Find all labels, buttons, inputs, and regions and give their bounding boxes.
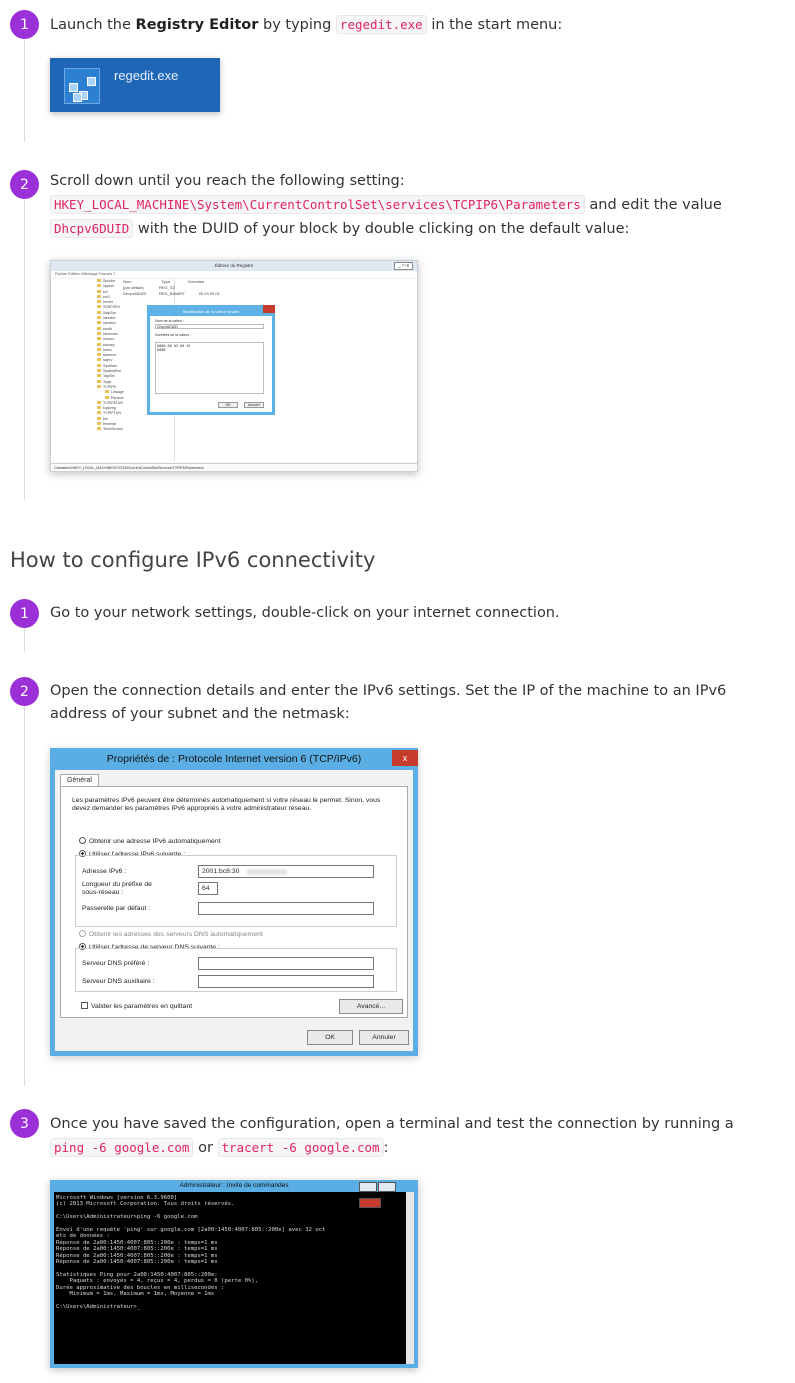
tree-item: sppsvc — [55, 284, 174, 289]
tree-item: TermService — [55, 427, 174, 432]
step-text-part: in the start menu: — [426, 17, 563, 33]
prefix-label — [82, 881, 152, 897]
dns1-label: Serveur DNS préféré : — [82, 960, 150, 967]
step-text-part: with the DUID of your block by double clicking on the default value: — [133, 221, 630, 237]
checkbox-icon — [81, 1002, 88, 1009]
tree-item: SSDPSRV — [55, 305, 174, 310]
scrollbar — [406, 1192, 414, 1364]
window-controls: _ □ x — [394, 262, 413, 270]
step-text-bold: Registry Editor — [135, 17, 259, 33]
tree-item: storvsp — [55, 343, 174, 348]
cancel-button: Annuler — [244, 402, 264, 408]
tab-general: Général — [60, 774, 99, 786]
step-number-badge: 2 — [10, 170, 39, 199]
inline-code: tracert -6 google.com — [218, 1138, 384, 1157]
ip-input — [198, 865, 374, 878]
prefix-label-line: Longueur du préfixe de — [82, 881, 152, 888]
radio-label: Obtenir une adresse IPv6 automatiquement — [89, 838, 221, 845]
col-data: Données — [188, 279, 205, 284]
dns2-input — [198, 975, 374, 988]
tree-item: srvnet — [55, 300, 174, 305]
inline-code: Dhcpv6DUID — [50, 219, 133, 238]
terminal-output: Microsoft Windows [version 6.3.9600] (c) 2013 Microsoft Corporation. Tous droits réservés. C:\Users\Administrateur>ping -6 google.com Envoi d'une requête 'ping' sur google.com [2a00:1450:4007:805::200e] avec 32 oct ets de données : Réponse de 2a00:1450:4007:805::200e : temps=1 ms Réponse de 2a00:1450:4007:805::200e : temps=1 ms Réponse de 2a00:1450:4007:805::200e : temps=1 ms Réponse de 2a00:1450:4007:805::200e : temps=1 ms Statistiques Ping pour 2a00:1450:4007:805::200e: Paquets : envoyés = 4, reçus = 4, perdus = 0 (perte 0%), Durée approximative des boucles en millisecondes : Minimum = 1ms, Maximum = 1ms, Moyenne = 1ms C:\Users\Administrateur>_ — [56, 1195, 326, 1310]
prefix-input: 64 — [198, 882, 218, 895]
close-icon — [263, 305, 275, 313]
tree-item: stexstor — [55, 316, 174, 321]
tree-item: swprv — [55, 358, 174, 363]
tree-item: SysMain — [55, 364, 174, 369]
inline-code: HKEY_LOCAL_MACHINE\System\CurrentControlSet\services\TCPIP6\Parameters — [50, 195, 585, 214]
cancel-button: Annuler — [359, 1030, 409, 1045]
ok-button: OK — [307, 1030, 353, 1045]
checkbox-label: Valider les paramètres en quittant — [91, 1003, 193, 1010]
value-name-field: Dhcpv6DUID — [155, 324, 264, 329]
tree-item: TCPIPTUN — [55, 411, 174, 416]
col-name: Nom — [123, 279, 132, 284]
tree-item: storflt — [55, 327, 174, 332]
window-controls — [358, 1180, 418, 1191]
tree-item: TCPIP6 — [55, 385, 174, 390]
values-list — [123, 279, 220, 296]
minimize-icon — [359, 1182, 377, 1192]
ipv6-properties-dialog — [50, 748, 418, 1056]
validate-checkbox — [81, 1002, 192, 1011]
step-rail — [24, 706, 25, 1086]
hex-line: 0008 — [157, 348, 166, 352]
edit-binary-dialog — [147, 305, 275, 415]
step-text — [50, 13, 780, 37]
status-bar: Ordinateur\HKEY_LOCAL_MACHINE\SYSTEM\CurrentControlSet\Services\TCPIP6\Parameters — [51, 463, 417, 471]
ip-group — [75, 855, 397, 927]
step-rail — [24, 40, 25, 142]
registry-icon — [64, 68, 100, 104]
inline-code: regedit.exe — [336, 15, 427, 34]
close-icon: x — [392, 750, 418, 766]
col-type: Type — [161, 279, 171, 284]
section-heading: How to configure IPv6 connectivity — [10, 548, 376, 572]
gateway-label: Passerelle par défaut : — [82, 905, 151, 912]
radio-label: Utiliser l'adresse de serveur DNS suivante : — [89, 944, 220, 951]
value-type: REG_SZ — [159, 285, 176, 290]
step-number-badge: 1 — [10, 599, 39, 628]
step-text-part: Launch the — [50, 17, 136, 33]
tree-item: swenum — [55, 353, 174, 358]
tree-item: stornvme — [55, 332, 174, 337]
step-rail — [24, 628, 25, 652]
tree-item: tdx — [55, 417, 174, 422]
value-data-field — [155, 342, 264, 394]
dns1-input — [198, 957, 374, 970]
step-text-part: Scroll down until you reach the following setting: — [50, 173, 405, 189]
dns2-label: Serveur DNS auxiliaire : — [82, 978, 155, 985]
ip-label: Adresse IPv6 : — [82, 868, 127, 875]
radio-auto-ip — [79, 837, 220, 846]
step-number-badge: 2 — [10, 677, 39, 706]
step-text-part: Once you have saved the configuration, open a terminal and test the connection by running a — [50, 1116, 734, 1132]
tree-item: tcpipreg — [55, 406, 174, 411]
radio-label: Obtenir les adresses des serveurs DNS automatiquement — [89, 931, 263, 938]
value-data-label: Données de la valeur : — [155, 333, 191, 337]
value-name: Dhcpv6DUID — [123, 291, 147, 296]
tree-item: storsvc — [55, 337, 174, 342]
radio-label: Utiliser l'adresse IPv6 suivante : — [89, 851, 186, 858]
value-name: (par défaut) — [123, 285, 144, 290]
value-name-label: Nom de la valeur : — [155, 319, 185, 323]
tree-item: Spooler — [55, 279, 174, 284]
redacted-blur — [247, 869, 287, 875]
tree-item: Parame — [55, 396, 174, 401]
dialog-title: Propriétés de : Protocole Internet version 6 (TCP/IPv6) — [50, 748, 418, 770]
value-data: 00 03 00 01 — [198, 291, 220, 296]
inline-code: ping -6 google.com — [50, 1138, 193, 1157]
step-text: Open the connection details and enter the IPv6 settings. Set the IP of the machine to an IPv6 address of your subnet and the netmask: — [50, 683, 727, 722]
registry-editor-screenshot — [50, 260, 418, 472]
step-text-part: by typing — [258, 17, 336, 33]
dns-group — [75, 948, 397, 992]
ok-button: OK — [218, 402, 238, 408]
tree-item: SystemEve — [55, 369, 174, 374]
value-type: REG_BINARY — [159, 291, 185, 296]
radio-icon — [79, 837, 86, 844]
window-title: Éditeur du Registre — [51, 261, 417, 271]
advanced-button: Avancé... — [339, 999, 403, 1014]
radio-auto-dns — [79, 930, 263, 939]
step-text-part: and edit the value — [584, 197, 722, 213]
tree-item: svsvc — [55, 348, 174, 353]
radio-icon — [79, 930, 86, 937]
tree-item: Linkage — [55, 390, 174, 395]
tree-item: TCPIP6TUN — [55, 401, 174, 406]
step-text: Go to your network settings, double-click on your internet connection. — [50, 605, 560, 621]
step-text — [50, 170, 780, 241]
menu-bar: Fichier Edition Affichage Favoris ? — [51, 271, 417, 279]
regedit-start-tile — [50, 58, 220, 112]
command-prompt-screenshot — [50, 1180, 418, 1368]
gateway-input — [198, 902, 374, 915]
step-number-badge: 1 — [10, 10, 39, 39]
tree-item: SstpSvc — [55, 311, 174, 316]
tree-item: srv2 — [55, 295, 174, 300]
ip-value: 2001:bc8:30 — [202, 868, 240, 875]
dialog-title: Modification de la valeur binaire — [150, 308, 272, 316]
intro-text: Les paramètres IPv6 peuvent être déterminés automatiquement si votre réseau le permet. Sinon, vous devez demander les paramètres IPv6 appropriés à votre administrateur réseau. — [72, 797, 381, 812]
step-rail — [24, 200, 25, 500]
prefix-label-line: sous-réseau : — [82, 889, 124, 896]
step-text — [50, 1113, 770, 1160]
tree-item: terminpt — [55, 422, 174, 427]
tree-item: srv — [55, 290, 174, 295]
maximize-icon — [378, 1182, 396, 1192]
step-text-part: : — [383, 1140, 389, 1156]
step-number-badge: 3 — [10, 1109, 39, 1138]
tree-item: TapiSrv — [55, 374, 174, 379]
tree-item: storahci — [55, 321, 174, 326]
general-pane — [60, 786, 408, 1018]
hex-line: 0000 00 03 00 01 — [157, 344, 191, 348]
window-title: Administrateur : Invite de commandes — [50, 1180, 418, 1192]
tree-item: Tcpip — [55, 380, 174, 385]
step-text-part: or — [193, 1140, 218, 1156]
close-icon — [359, 1198, 381, 1208]
tile-label: regedit.exe — [114, 68, 179, 83]
